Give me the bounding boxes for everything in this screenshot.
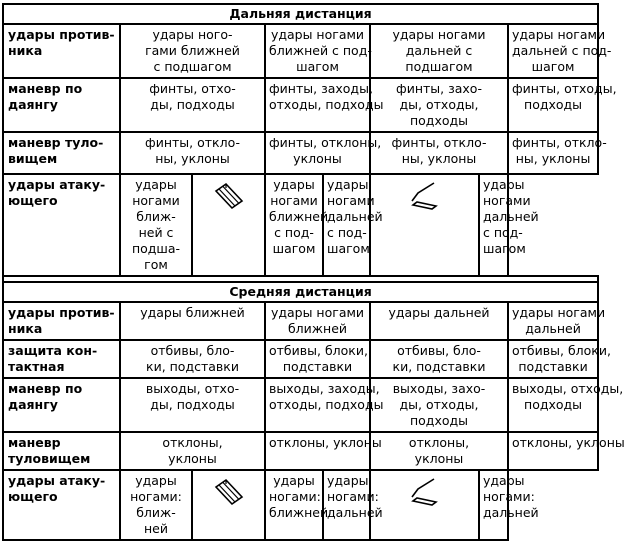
text-line: ки, подставки [392,359,486,374]
table-cell [265,378,384,432]
text-line: с под- [483,225,523,240]
table-cell [120,174,192,276]
text-line: отклоны, уклоны [269,435,382,450]
text-line: финты, захо- [396,81,482,96]
text-line: ногами: [269,489,321,504]
table-cell [479,174,539,276]
text-line: ближ- [136,209,176,224]
text-line: ны, уклоны [401,151,477,166]
icon-cell [192,470,265,540]
ladder-icon [193,477,264,507]
text-line: удары атаку- [8,177,106,192]
text-line: подходы [409,413,469,428]
text-line: даянгу [8,97,58,112]
table-row [3,132,598,174]
text-line: ближней [287,321,348,336]
table-cell [120,78,265,132]
text-line: шагом [272,241,316,256]
text-line: выходы, отхо- [145,381,240,396]
section-title: Дальняя дистанция [3,4,598,24]
text-line: отбивы, блоки, [269,343,368,358]
text-line: шагом [483,241,526,256]
text-line: удары ногами [270,27,365,42]
text-line: отклоны, [162,435,223,450]
text-line: ногами: [130,489,182,504]
text-line: дальней [327,505,383,520]
text-line: ды, отходы, [399,97,479,112]
table-cell [508,378,624,432]
text-line: ды, подходы [150,397,235,412]
table-cell [370,132,508,174]
table-cell [120,132,265,174]
text-line: дальней с под- [512,43,612,58]
text-line: удары ногами [512,27,606,42]
text-line: шагом [327,241,370,256]
text-line: финты, заходы, [269,81,373,96]
text-line: отбивы, бло- [397,343,481,358]
text-line: маневр [8,435,61,450]
text-line: отклоны, уклоны [512,435,625,450]
table-cell [265,470,329,540]
icon-cell [370,470,479,540]
table-cell [370,302,508,340]
section-header-row [3,4,598,24]
attack-row [3,470,598,540]
text-line: удары [327,177,369,192]
text-line: ближ- [136,505,176,520]
text-line: даянгу [8,397,58,412]
text-line: удары против- [8,305,115,320]
text-line: удары против- [8,27,115,42]
text-line: дальней [483,209,539,224]
text-line: удары [273,473,315,488]
text-line: подходы [524,397,583,412]
text-line: гом [144,257,168,272]
text-line: ногами: [483,489,535,504]
icon-cell [370,174,479,276]
text-line: маневр по [8,381,83,396]
text-line: выходы, захо- [392,381,486,396]
section-header-row [3,282,598,302]
table-row [3,378,598,432]
text-line: финты, откло- [512,135,607,150]
table-cell [265,24,370,78]
row-label [3,78,120,132]
table-cell [120,432,265,470]
table-cell [508,302,606,340]
text-line: отходы, подходы [269,397,384,412]
table-cell [120,302,265,340]
row-label [3,302,120,340]
bracket-icon [371,477,478,509]
table-cell [265,132,382,174]
text-line: ней [144,521,168,536]
table-row [3,78,598,132]
text-line: с подшагом [153,59,232,74]
text-line: защита кон- [8,343,98,358]
text-line: удары ногами [392,27,486,42]
table-cell [265,78,384,132]
table-cell [265,302,370,340]
text-line: отклоны, [408,435,470,450]
text-line: отбивы, блоки, [512,343,611,358]
text-line: финты, отклоны, [269,135,382,150]
table-cell [508,132,607,174]
text-line: подставки [282,359,353,374]
text-line: удары [327,473,369,488]
text-line: удары [483,473,525,488]
text-line: ней с [138,225,174,240]
text-line: ны, уклоны [515,151,591,166]
text-line: удары [135,177,177,192]
text-line: ногами [327,193,375,208]
text-line: шагом [531,59,575,74]
table-cell [120,340,265,378]
text-line: ника [8,321,43,336]
text-line: ногами [132,193,180,208]
text-line: ющего [8,489,58,504]
text-line: подходы [524,97,583,112]
text-line: ближней [269,209,329,224]
text-line: ки, подставки [146,359,239,374]
text-line: подша- [131,241,181,256]
table-cell [508,78,617,132]
text-line: удары ногами [512,305,606,320]
text-line: удары ногами [270,305,365,320]
text-line: удары [135,473,177,488]
table-cell [508,24,612,78]
text-line: маневр туло- [8,135,104,150]
table-cell [323,174,383,276]
table-cell [323,470,383,540]
table-cell [265,174,329,276]
text-line: удары ближней [140,305,245,320]
table-cell [370,78,508,132]
text-line: дальней [327,209,383,224]
text-line: финты, отхо- [149,81,236,96]
text-line: ды, отходы, [399,397,479,412]
table-cell [265,432,382,470]
text-line: финты, отходы, [512,81,617,96]
row-label [3,432,120,470]
table-cell [120,24,265,78]
text-line: с под- [274,225,314,240]
row-label [3,24,120,78]
text-line: маневр по [8,81,83,96]
text-line: удары дальней [388,305,490,320]
table-cell [370,24,508,78]
row-label [3,340,120,378]
text-line: гами ближней [145,43,240,58]
text-line: подставки [518,359,588,374]
table-row [3,340,598,378]
text-line: финты, отклo- [145,135,240,150]
text-line: ды, подходы [150,97,235,112]
row-label [3,132,120,174]
text-line: ника [8,43,43,58]
icon-cell [192,174,265,276]
table-cell [508,340,611,378]
row-label [3,174,120,276]
text-line: ближней [269,505,329,520]
text-line: ближней с под- [269,43,372,58]
table-cell [370,432,508,470]
table-cell [370,340,508,378]
text-line: отходы, подходы [269,97,384,112]
table-cell [479,470,539,540]
text-line: подшагом [405,59,473,74]
text-line: удары ного- [152,27,233,42]
text-line: ногами: [327,489,379,504]
text-line: удары [273,177,315,192]
attack-row [3,174,598,276]
text-line: удары атаку- [8,473,106,488]
table-cell [120,378,265,432]
text-line: выходы, отходы, [512,381,624,396]
text-line: с под- [327,225,367,240]
table-cell [508,432,625,470]
text-line: подходы [409,113,469,128]
table-row [3,432,598,470]
text-line: дальней с [405,43,473,58]
text-line: ны, уклоны [155,151,230,166]
table-cell [120,470,192,540]
table-row [3,24,598,78]
text-line: уклоны [293,151,342,166]
text-line: финты, отклo- [391,135,487,150]
text-line: уклоны [414,451,464,466]
text-line: шагом [296,59,339,74]
section-title: Средняя дистанция [3,282,598,302]
text-line: уклоны [168,451,217,466]
text-line: дальней [525,321,581,336]
ladder-icon [193,181,264,211]
text-line: дальней [483,505,539,520]
row-label [3,470,120,540]
text-line: туловищем [8,451,91,466]
text-line: тактная [8,359,65,374]
bracket-icon [371,181,478,213]
text-line: ногами [270,193,318,208]
table-row [3,302,598,340]
table-cell [370,378,508,432]
distance-table [2,3,625,541]
table-body [3,4,625,540]
row-label [3,378,120,432]
text-line: удары [483,177,525,192]
text-line: отбивы, бло- [150,343,235,358]
text-line: вищем [8,151,58,166]
table-cell [265,340,370,378]
text-line: ющего [8,193,58,208]
text-line: ногами [483,193,531,208]
text-line: выходы, заходы, [269,381,380,396]
